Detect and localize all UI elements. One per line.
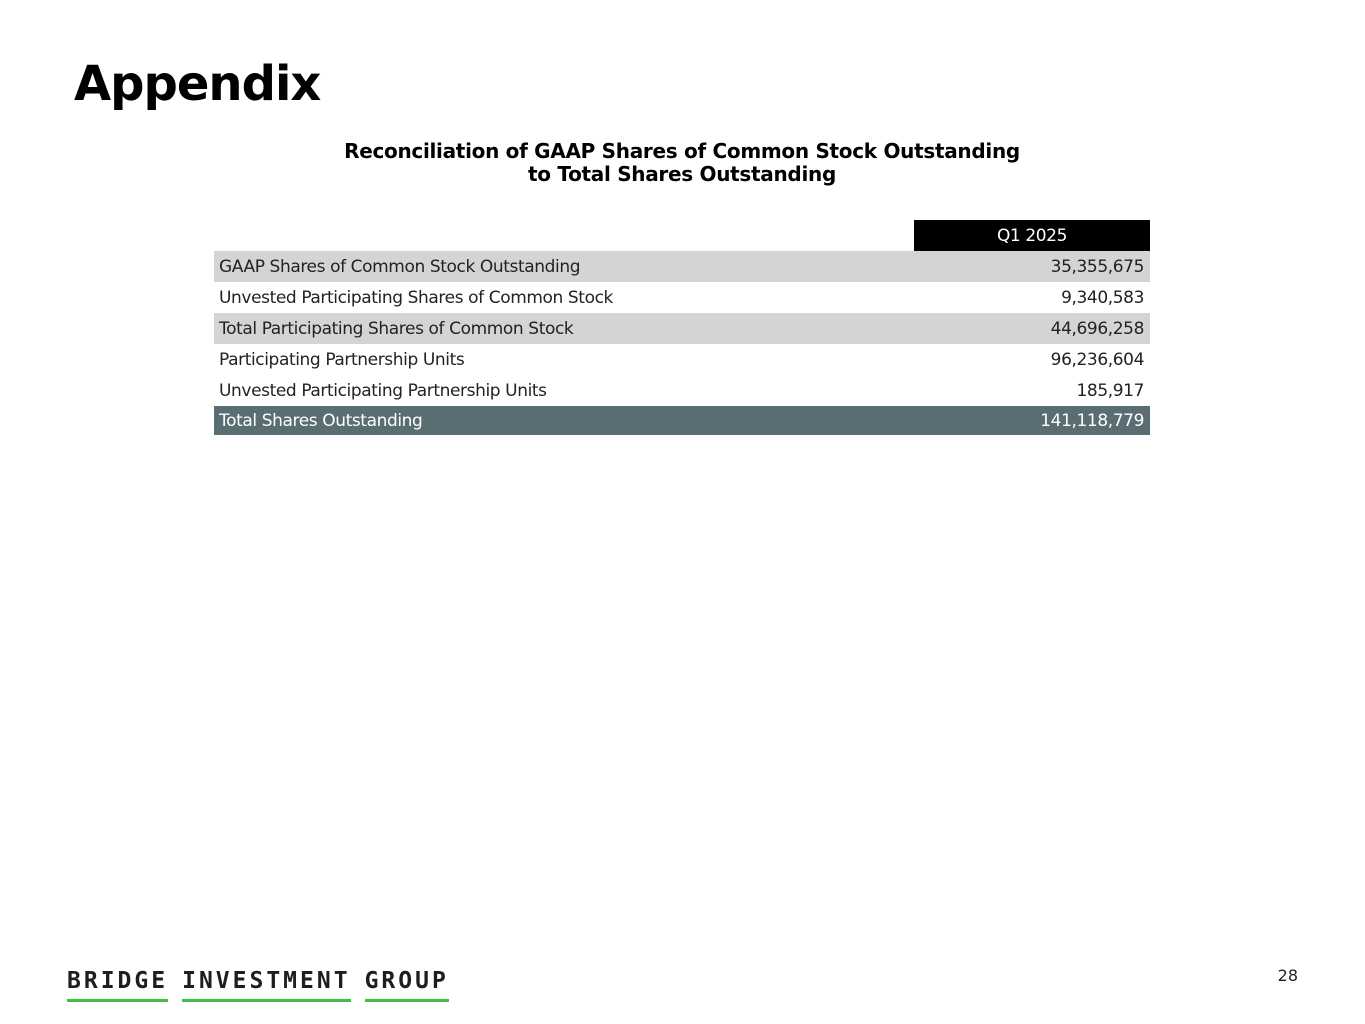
bridge-investment-group-logo — [67, 966, 449, 1002]
total-row — [214, 406, 1150, 435]
row-label: Total Participating Shares of Common Stock — [214, 313, 914, 344]
table-title-line-2: to Total Shares Outstanding — [528, 162, 836, 186]
table-header-row — [214, 220, 1150, 251]
row-value: 96,236,604 — [1050, 349, 1144, 370]
table-title-line-1: Reconciliation of GAAP Shares of Common Stock Outstanding — [344, 139, 1020, 163]
reconciliation-table — [214, 220, 1150, 435]
row-label: GAAP Shares of Common Stock Outstanding — [214, 251, 914, 282]
table-title — [214, 140, 1150, 186]
table-row — [214, 251, 1150, 282]
logo-word-group: GROUP — [365, 966, 449, 1002]
table-row — [214, 344, 1150, 375]
logo-word-investment: INVESTMENT — [182, 966, 350, 1002]
row-value: 185,917 — [1076, 380, 1144, 401]
row-value: 44,696,258 — [914, 313, 1150, 344]
row-label: Unvested Participating Partnership Units — [219, 380, 547, 401]
row-value: 35,355,675 — [914, 251, 1150, 282]
header-blank-cell — [214, 220, 914, 251]
row-label: Participating Partnership Units — [219, 349, 465, 370]
logo-word-bridge: BRIDGE — [67, 966, 168, 1002]
total-row-label: Total Shares Outstanding — [214, 406, 914, 435]
table-row — [214, 282, 1150, 313]
table-row — [214, 313, 1150, 344]
total-row-value: 141,118,779 — [914, 406, 1150, 435]
column-header-q1-2025: Q1 2025 — [914, 220, 1150, 251]
page-title: Appendix — [74, 56, 321, 112]
page-number: 28 — [1277, 966, 1298, 985]
table-row — [214, 375, 1150, 406]
row-value: 9,340,583 — [1061, 287, 1144, 308]
row-label: Unvested Participating Shares of Common Stock — [219, 287, 613, 308]
